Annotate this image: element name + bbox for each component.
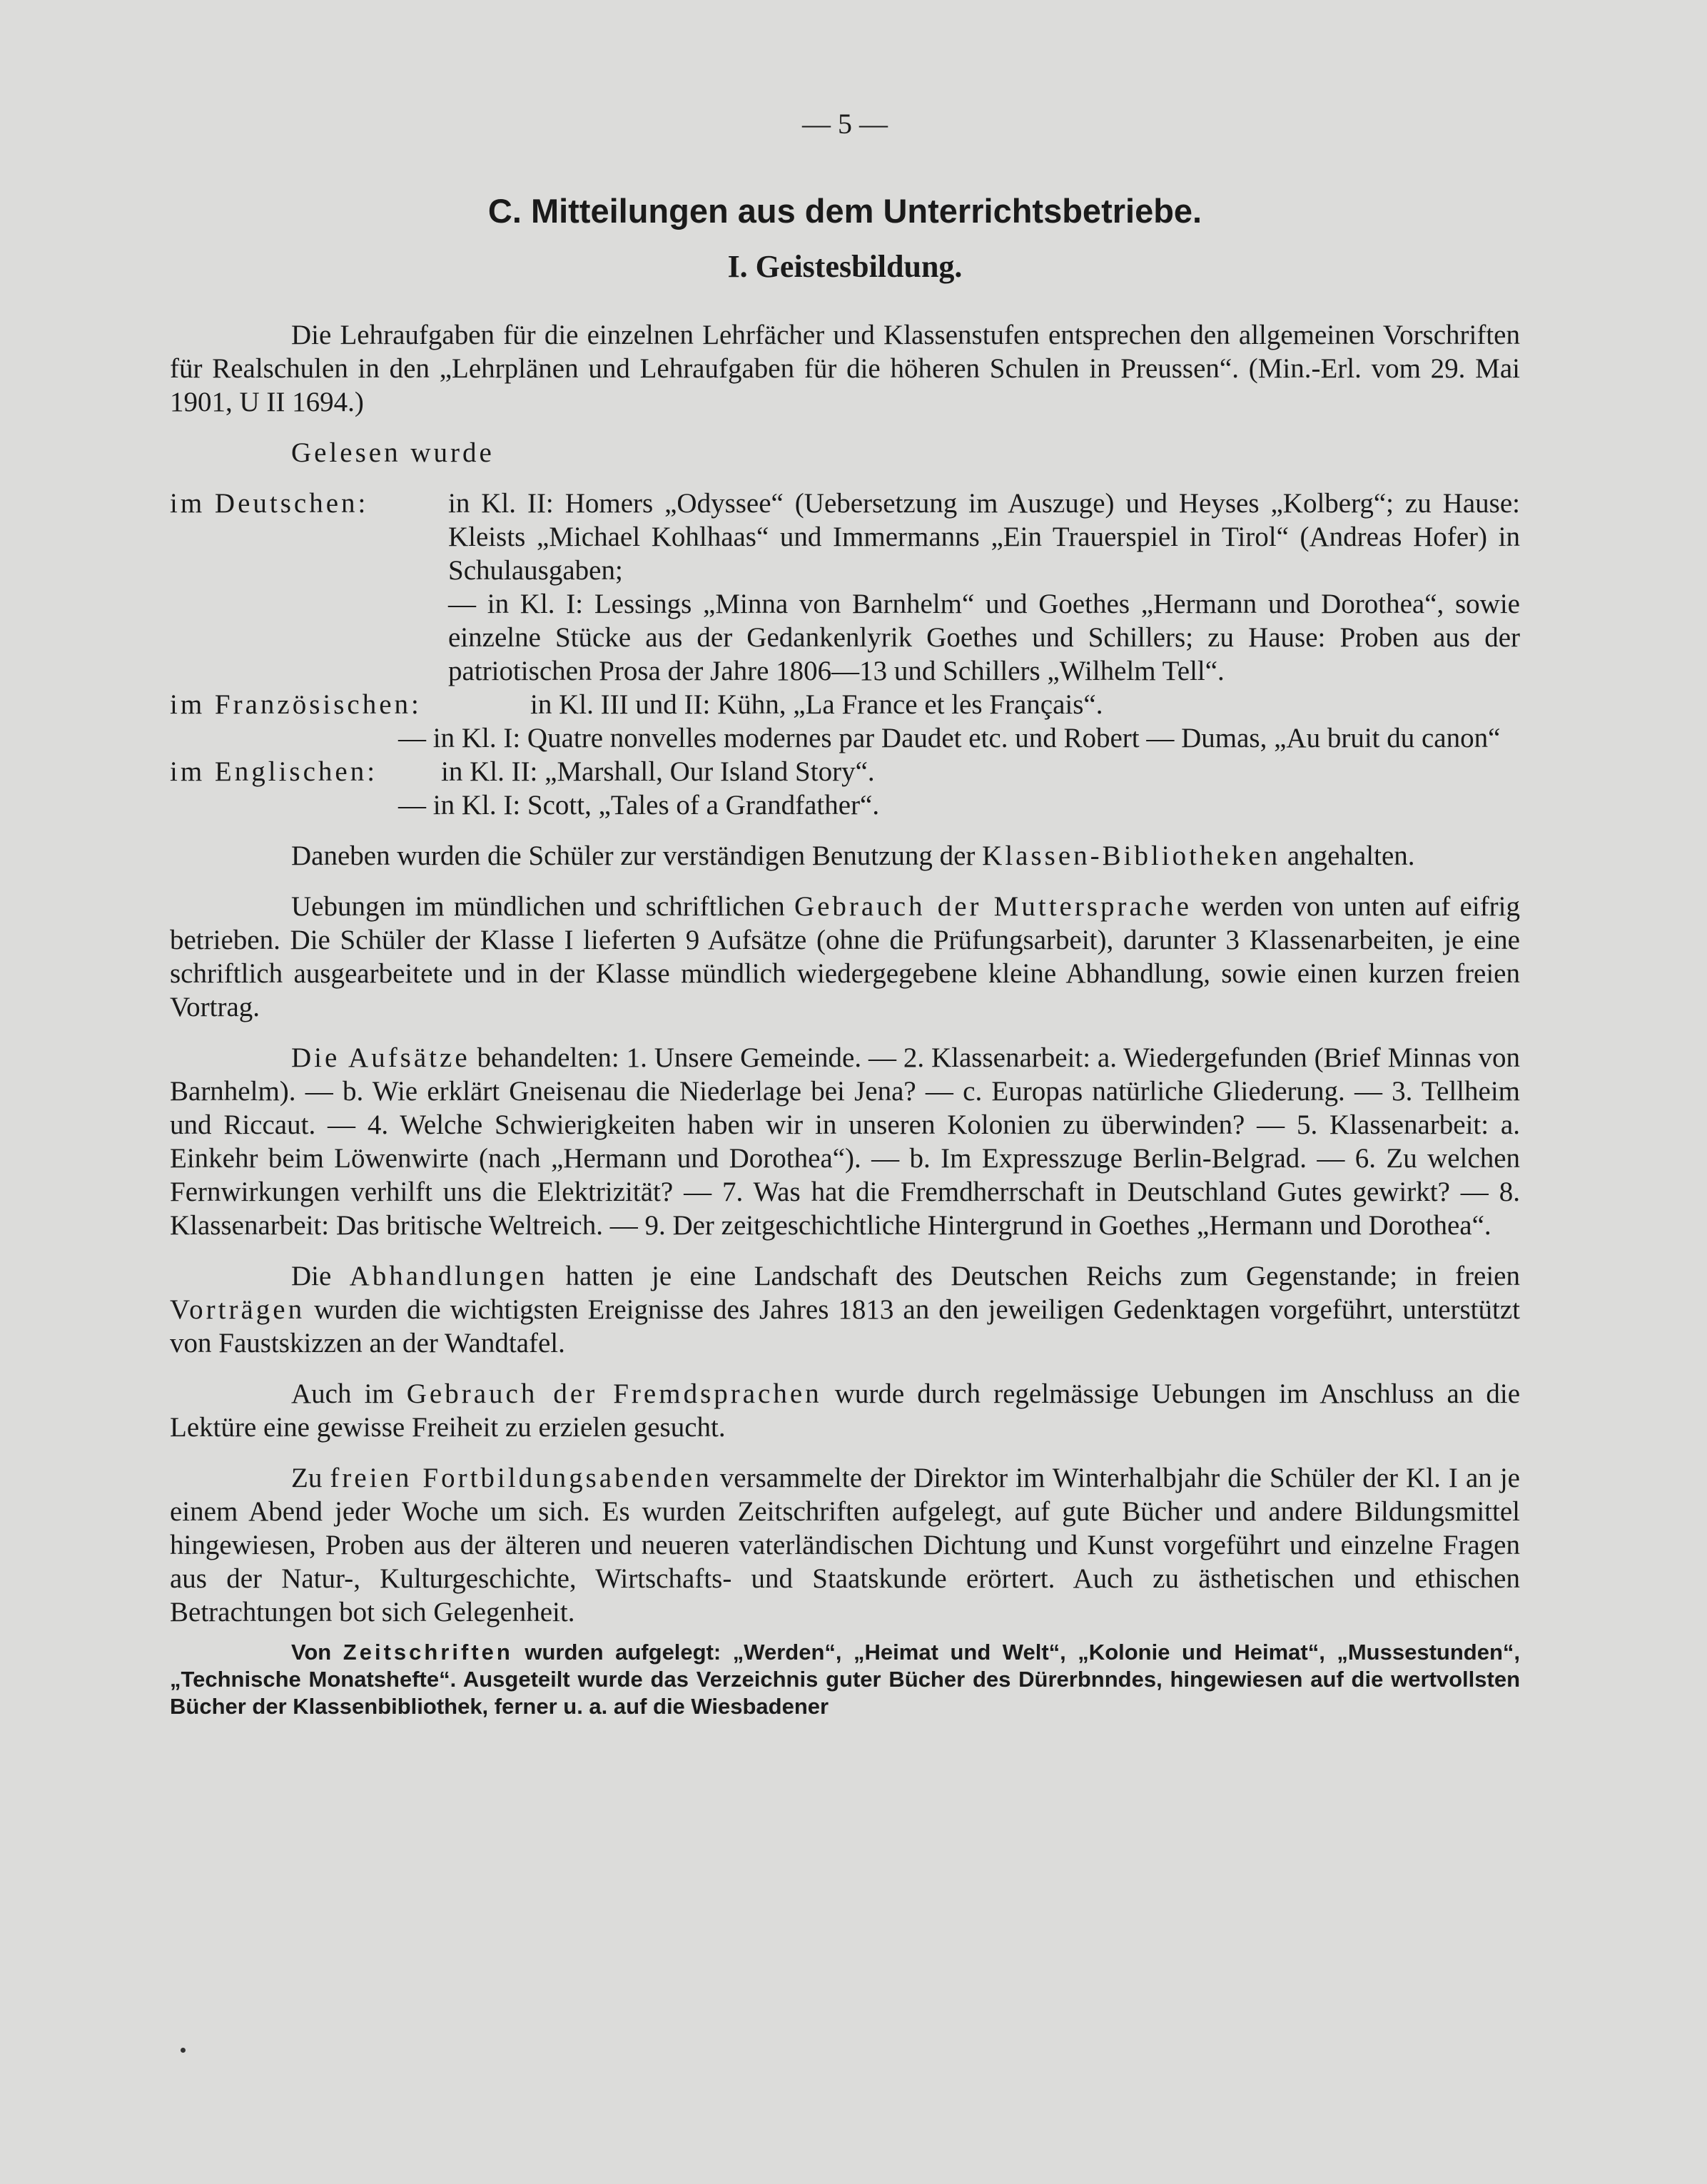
fortb-text-a: Zu (291, 1463, 323, 1493)
abhandl-text-b: hatten je eine Landschaft des Deutschen Reichs zum Gegenstande; in freien (565, 1261, 1520, 1291)
body-text (170, 318, 1520, 1720)
lektuere-engl-kl2: in Kl. II: „Marshall, Our Island Story“. (441, 756, 875, 787)
abhandl-emph-1: Abhandlungen (349, 1261, 548, 1291)
fremd-text-b: wurde durch regelmässige Uebungen im Anschluss an die Lektüre eine gewisse Freiheit zu erzielen gesucht. (170, 1378, 1521, 1443)
footnote-emph: Zeitschriften (343, 1640, 513, 1665)
lektuere-franz-kl3: in Kl. III und II: Kühn, „La France et les Français“. (530, 689, 1103, 720)
paragraph-aufsaetze (170, 1041, 1520, 1242)
lektuere-engl-kl1: — in Kl. I: Scott, „Tales of a Grandfather“. (398, 790, 880, 821)
aufsaetze-emph: Die Aufsätze (291, 1042, 470, 1073)
abhandl-text-c: wurden die wichtigsten Ereignisse des Jahres 1813 an den jeweiligen Gedenktagen vorgeführt, unterstützt von Faustskizzen an der Wandtafel. (170, 1294, 1521, 1358)
fremd-emph: Gebrauch der Fremdsprachen (406, 1378, 822, 1409)
lektuere-deutsch-kl1: — in Kl. I: Lessings „Minna von Barnhelm“ und Goethes „Hermann und Dorothea“, sowie einzelne Stücke aus der Gedankenlyrik Goethes und Schillers; zu Hause: Proben aus der patriotischen Prosa der Jahre 1806—13 und Schillers „Wilhelm Tell“. (448, 589, 1520, 686)
footnote-text-a: Von (291, 1640, 332, 1665)
scan-speck (181, 2048, 186, 2053)
paragraph-abhandlungen (170, 1259, 1520, 1360)
fortb-text-b: versammelte der Direktor im Winterhalbjahr die Schüler der Kl. I an je einem Abend jeder Woche um sich. Es wurden Zeitschriften aufgelegt, auf gute Bücher und andere Bildungsmittel hingewiesen, Proben aus der älteren und neueren vaterländischen Dichtung und Kunst vorgeführt und einzelne Fragen aus der Natur-, Kulturgeschichte, Wirtschafts- und Staatskunde erörtert. Auch zu ästhetischen und ethischen Betrachtungen bot sich Gelegenheit. (170, 1463, 1520, 1627)
bibliothek-text-a: Daneben wurden die Schüler zur verständigen Benutzung der (291, 840, 976, 871)
lektuere-franz-row (170, 688, 1520, 721)
page-number: — 5 — (802, 108, 888, 140)
section-title: C. Mitteilungen aus dem Unterrichtsbetriebe. (487, 192, 1202, 230)
lektuere-engl-row (170, 755, 1520, 788)
bibliothek-text-b: angehalten. (1287, 840, 1415, 871)
lektuere-franz-label: im Französischen: (170, 689, 422, 720)
intro-paragraph: Die Lehraufgaben für die einzelnen Lehrfächer und Klassenstufen entsprechen den allgemeinen Vorschriften für Realschulen in den „Lehrplänen und Lehraufgaben für die höheren Schulen in Preussen“. (Min.-Erl. vom 29. Mai 1901, U II 1694.) (170, 320, 1520, 417)
lektuere-deutsch-row (170, 487, 1520, 587)
footnote (170, 1639, 1520, 1720)
aufsaetze-text: behandelten: 1. Unsere Gemeinde. — 2. Klassenarbeit: a. Wiedergefunden (Brief Minnas von Barnhelm). — b. Wie erklärt Gneisenau die Niederlage bei Jena? — c. Europas natürliche Gliederung. — 3. Tellheim und Riccaut. — 4. Welche Schwierigkeiten haben wir in unseren Kolonien zu überwinden? — 5. Klassenarbeit: a. Einkehr beim Löwenwirte (nach „Hermann und Dorothea“). — b. Im Expresszuge Berlin-Belgrad. — 6. Zu welchen Fernwirkungen verhilft uns die Elektrizität? — 7. Was hat die Fremdherrschaft in Deutschland Gutes gewirkt? — 8. Klassenarbeit: Das britische Weltreich. — 9. Der zeitgeschichtliche Hintergrund in Goethes „Hermann und Dorothea“. (170, 1042, 1520, 1241)
gelesen-label (170, 436, 1520, 469)
lektuere-engl-label: im Englischen: (170, 756, 378, 787)
fremd-text-a: Auch im (291, 1378, 394, 1409)
lektuere-deutsch-label: im Deutschen: (170, 488, 369, 519)
paragraph-uebungen (170, 890, 1520, 1024)
bibliothek-emph: Klassen-Bibliotheken (982, 840, 1281, 871)
footnote-text-b: wurden aufgelegt: „Werden“, „Heimat und Welt“, „Kolonie und Heimat“, „Mussestunden“, „Technische Monatshefte“. Ausgeteilt wurde das Verzeichnis guter Bücher des Dürerbnndes, hingewiesen auf die wertvollsten Bücher der Klassenbibliothek, ferner u. a. auf die Wiesbadener (170, 1640, 1521, 1719)
subsection-title: I. Geistesbildung. (727, 249, 963, 284)
paragraph-fremdsprachen (170, 1377, 1520, 1444)
gelesen-text: Gelesen wurde (291, 437, 495, 468)
lektuere-list (170, 487, 1520, 822)
uebungen-text-b: werden von unten auf eifrig betrieben. Die Schüler der Klasse I lieferten 9 Aufsätze (ohne die Prüfungsarbeit), darunter 3 Klassenarbeiten, je eine schriftlich ausgearbeitete und in der Klasse mündlich wiedergegebene kleine Abhandlung, sowie einen kurzen freien Vortrag. (170, 891, 1521, 1022)
abhandl-emph-2: Vorträgen (170, 1294, 305, 1325)
uebungen-text-a: Uebungen im mündlichen und schriftlichen (291, 891, 785, 922)
abhandl-text-a: Die (291, 1261, 332, 1291)
uebungen-emph: Gebrauch der Muttersprache (794, 891, 1192, 922)
paragraph-fortbildung (170, 1461, 1520, 1629)
footnote-paragraph (170, 1639, 1520, 1720)
lektuere-franz-kl1: — in Kl. I: Quatre nonvelles modernes par Daudet etc. und Robert — Dumas, „Au bruit du canon“ (398, 723, 1501, 753)
lektuere-deutsch-kl2: in Kl. II: Homers „Odyssee“ (Uebersetzung im Auszuge) und Heyses „Kolberg“; zu Hause: Kleists „Michael Kohlhaas“ und Immermanns „Ein Trauerspiel in Tirol“ (Andreas Hofer) in Schulausgaben; (448, 488, 1520, 586)
paragraph-bibliothek (170, 839, 1520, 873)
fortb-emph: freien Fortbildungsabenden (330, 1463, 712, 1493)
